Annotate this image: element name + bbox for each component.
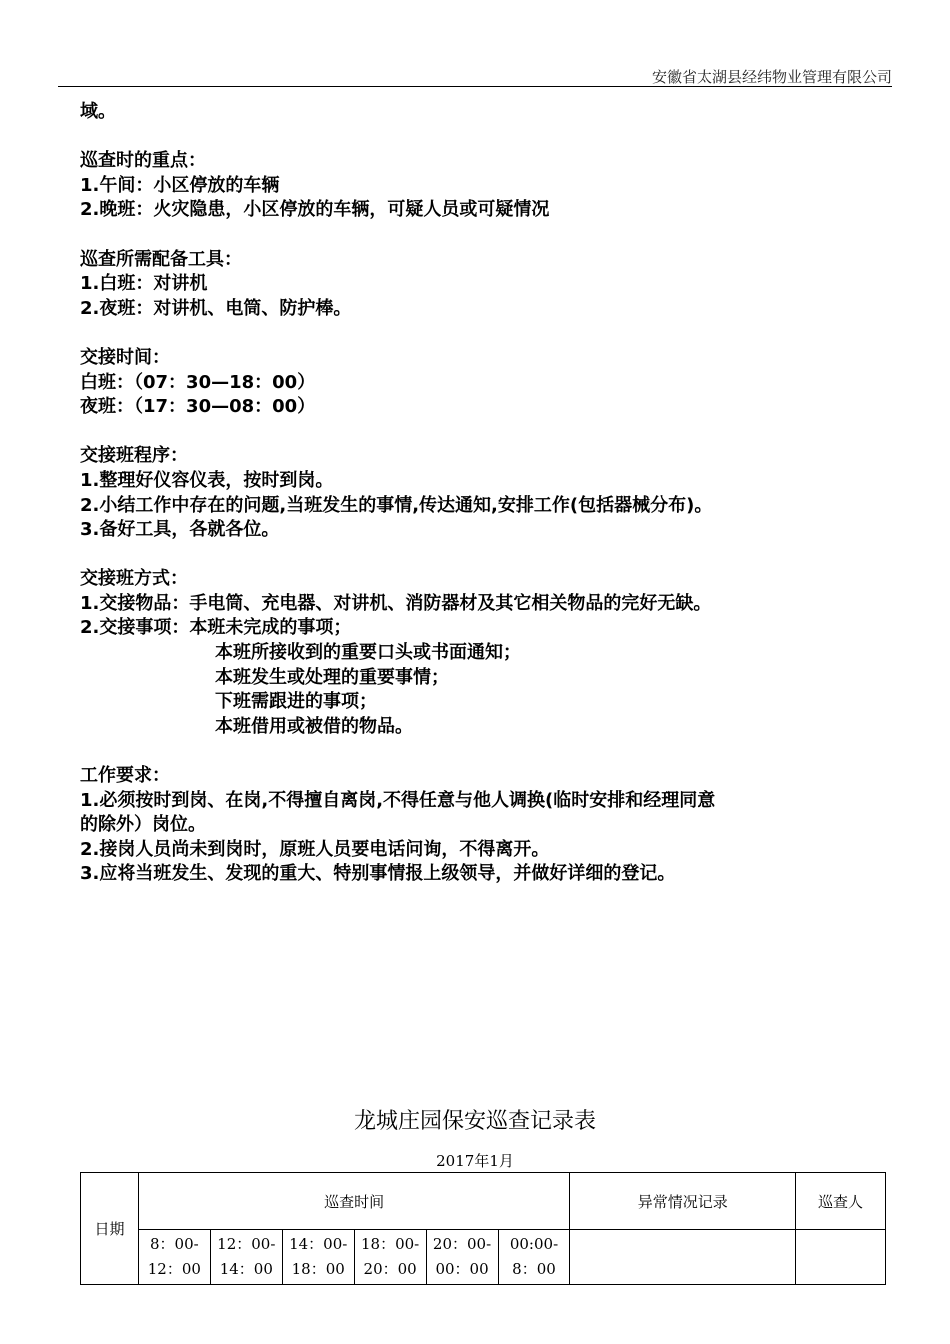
body-line: 交接班程序：: [80, 445, 188, 467]
body-line: 2.晚班：火灾隐患，小区停放的车辆，可疑人员或可疑情况: [80, 199, 550, 221]
body-line: 3.备好工具，各就各位。: [80, 519, 280, 541]
time-slot-end: 20：00: [363, 1260, 417, 1278]
body-line: 1.交接物品：手电筒、充电器、对讲机、消防器材及其它相关物品的完好无缺。: [80, 592, 712, 614]
body-line: 2.夜班：对讲机、电筒、防护棒。: [80, 297, 352, 319]
blank-line: [80, 321, 890, 346]
col-header-inspector: 巡查人: [796, 1173, 886, 1230]
time-slot-end: 8：00: [512, 1260, 556, 1278]
body-line: 1.必须按时到岗、在岗,不得擅自离岗,不得任意与他人调换(临时安排和经理同意: [80, 789, 716, 811]
time-slot-cell: [282, 1230, 354, 1285]
form-date: 2017年1月: [436, 1152, 514, 1170]
body-line: 2.接岗人员尚未到岗时，原班人员要电话问询，不得离开。: [80, 838, 550, 860]
time-slot-cell: [354, 1230, 426, 1285]
time-slot-start: 20：00-: [432, 1235, 492, 1253]
body-line: 的除外）岗位。: [80, 814, 206, 836]
time-slot-start: 18：00-: [361, 1235, 420, 1253]
form-title: 龙城庄园保安巡查记录表: [353, 1109, 596, 1134]
header-company-name: 安徽省太湖县经纬物业管理有限公司: [651, 68, 892, 86]
inspector-cell[interactable]: [796, 1230, 886, 1285]
header-rule: [58, 86, 892, 87]
body-line: 下班需跟进的事项；: [215, 691, 377, 713]
col-header-abnormal: 异常情况记录: [570, 1173, 796, 1230]
blank-line: [80, 223, 890, 248]
body-line: 域。: [80, 101, 116, 122]
col-header-patrol-time: 巡查时间: [138, 1173, 570, 1230]
body-line: 3.应将当班发生、发现的重大、特别事情报上级领导，并做好详细的登记。: [80, 863, 676, 885]
blank-line: [80, 125, 890, 150]
body-line: 工作要求：: [80, 765, 170, 787]
time-slot-end: 12：00: [147, 1260, 201, 1278]
body-line: 1.午间：小区停放的车辆: [80, 174, 280, 196]
body-line: 2.小结工作中存在的问题,当班发生的事情,传达通知,安排工作(包括器械分布)。: [80, 494, 713, 516]
blank-line: [80, 543, 890, 568]
body-line: 1.白班：对讲机: [80, 273, 208, 295]
body-line: 本班发生或处理的重要事情；: [215, 666, 449, 688]
patrol-record-table: [80, 1172, 886, 1285]
time-slot-cell: [138, 1230, 210, 1285]
body-line: 1.整理好仪容仪表，按时到岗。: [80, 469, 334, 491]
blank-line: [80, 420, 890, 445]
document-body: [80, 100, 890, 887]
body-line: 本班借用或被借的物品。: [215, 715, 413, 737]
time-slot-cell: [210, 1230, 282, 1285]
time-slot-cell: [426, 1230, 498, 1285]
time-slot-start: 12：00-: [217, 1235, 276, 1253]
abnormal-record-cell[interactable]: [570, 1230, 796, 1285]
time-slot-end: 18：00: [291, 1260, 345, 1278]
time-slot-end: 00：00: [435, 1260, 489, 1278]
blank-line: [80, 739, 890, 764]
body-line: 巡查所需配备工具：: [80, 248, 242, 270]
body-line: 巡查时的重点：: [80, 150, 206, 172]
body-line: 本班所接收到的重要口头或书面通知；: [215, 642, 521, 664]
body-line: 夜班：（17：30—08：00）: [80, 396, 316, 418]
time-slot-start: 00:00-: [509, 1235, 559, 1253]
time-slot-cell: [498, 1230, 570, 1285]
body-line: 2.交接事项：本班未完成的事项；: [80, 617, 352, 639]
col-header-date: 日期: [81, 1173, 139, 1285]
time-slot-end: 14：00: [219, 1260, 273, 1278]
time-slot-start: 8：00-: [150, 1235, 199, 1253]
body-line: 白班：（07：30—18：00）: [80, 371, 316, 393]
body-line: 交接班方式：: [80, 568, 188, 590]
time-slot-start: 14：00-: [289, 1235, 348, 1253]
body-line: 交接时间：: [80, 346, 170, 368]
